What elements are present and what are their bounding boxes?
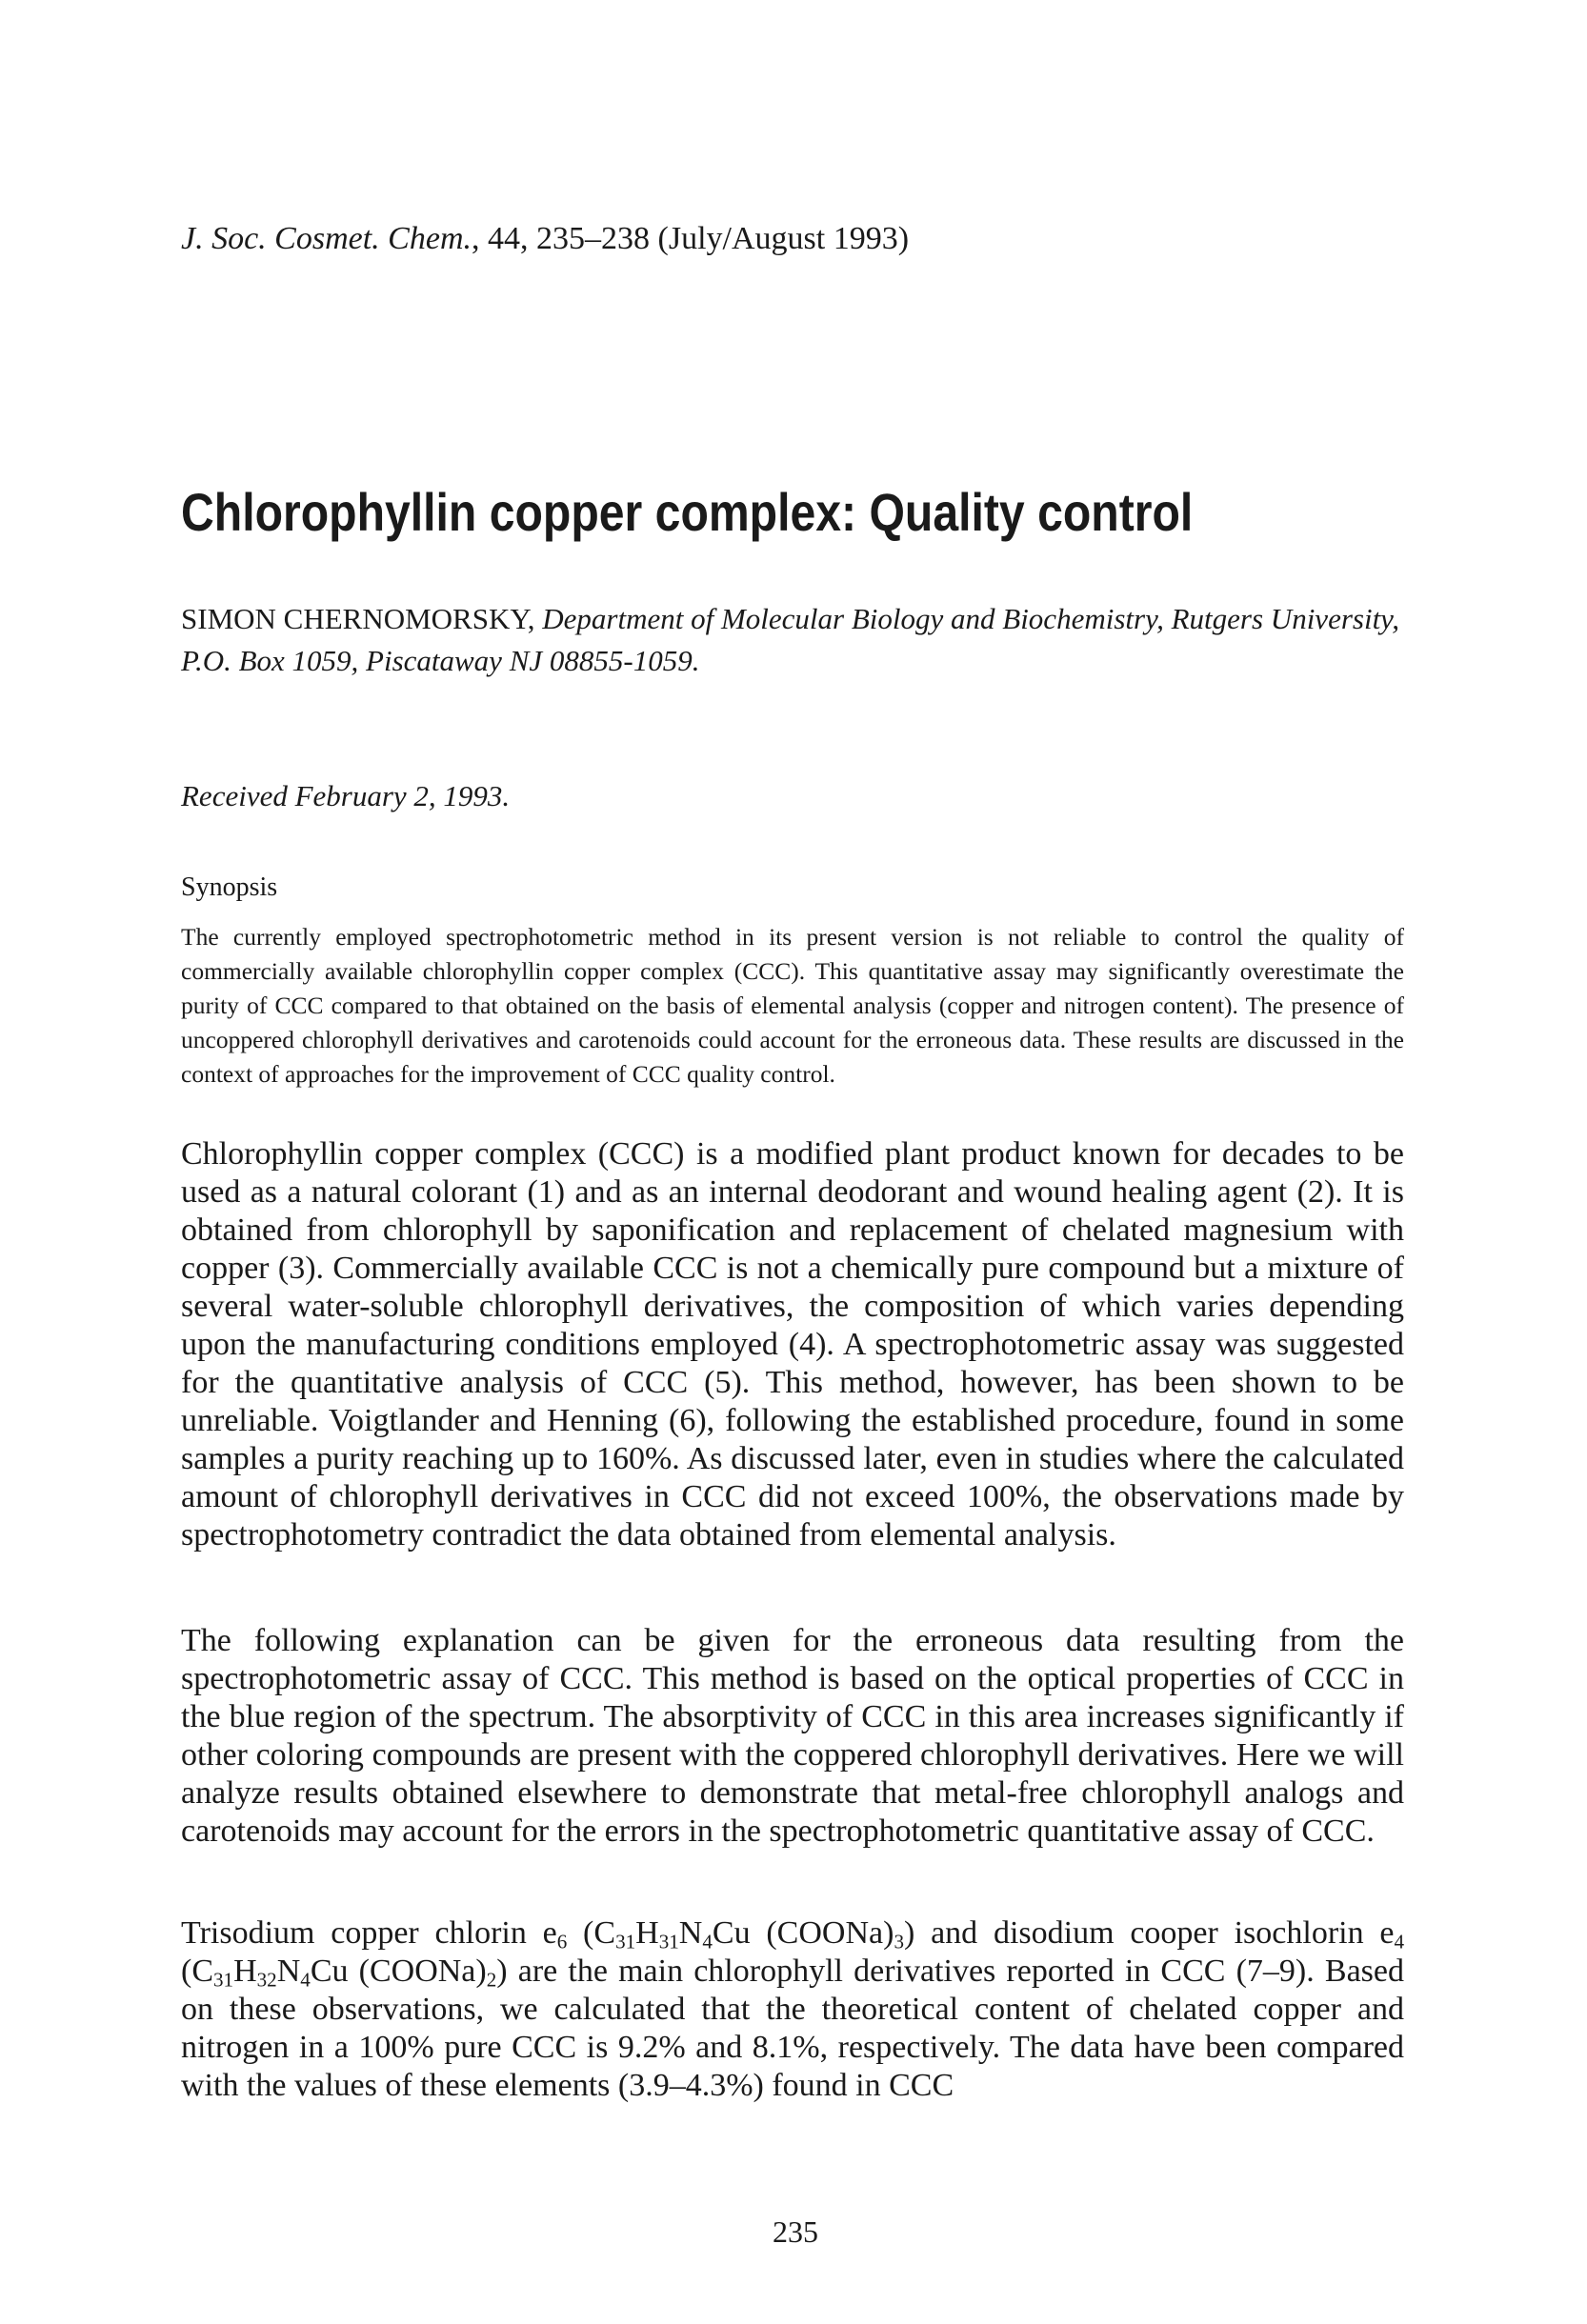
body-paragraph-2: The following explanation can be given for the erroneous data resulting from the spectrophotometric assay of CCC. This method is based on the optical properties of CCC in the blue region of the spectrum. The absorptivity of CCC in this area increases significantly if other coloring compounds are present with the coppered chlorophyll derivatives. Here we will analyze results obtained elsewhere to demonstrate that metal-free chlorophyll analogs and carotenoids may account for the errors in the spectrophotometric quantitative assay of CCC.	[181, 1623, 1404, 1849]
subscript: 32	[256, 1968, 277, 1992]
p3-text: ) are the main chlorophyll derivatives reported in CCC (7–9). Based on these observations, we calculated that the theoretical content of chelated copper and nitrogen in a 100% pure CCC is 9.2% and 8.1%, respectively. The data have been compared with the values of these elements (3.9–4.3%) found in CCC	[181, 1953, 1404, 2103]
author-block	[181, 598, 1419, 682]
p3-text: N	[678, 1915, 703, 1951]
body-paragraph-1: Chlorophyllin copper complex (CCC) is a modified plant product known for decades to be used as a natural colorant (1) and as an internal deodorant and wound healing agent (2). It is obtained from chlorophyll by saponification and replacement of chelated magnesium with copper (3). Commercially available CCC is not a chemically pure compound but a mixture of several water-soluble chlorophyll derivatives, the composition of which varies depending upon the manufacturing conditions employed (4). A spectrophotometric assay was suggested for the quantitative analysis of CCC (5). This method, however, has been shown to be unreliable. Voigtlander and Henning (6), following the established procedure, found in some samples a purity reaching up to 160%. As discussed later, even in studies where the calculated amount of chlorophyll derivatives in CCC did not exceed 100%, the observations made by spectrophotometry contradict the data obtained from elemental analysis.	[181, 1136, 1404, 1553]
p3-text: H	[635, 1915, 659, 1951]
synopsis-heading: Synopsis	[181, 872, 278, 902]
subscript: 4	[702, 1930, 713, 1953]
p3-text: (C	[181, 1953, 213, 1989]
p3-text: H	[233, 1953, 257, 1989]
p3-text: N	[276, 1953, 301, 1989]
subscript: 2	[486, 1968, 497, 1992]
subscript: 31	[658, 1930, 679, 1953]
page-number: 235	[773, 2214, 818, 2249]
p3-text: (C	[567, 1915, 616, 1951]
subscript: 6	[556, 1930, 568, 1953]
article-title: Chlorophyllin copper complex: Quality control	[181, 482, 1194, 542]
citation-details: , 44, 235–238 (July/August 1993)	[472, 221, 910, 256]
subscript: 4	[1394, 1930, 1405, 1953]
p3-text: Cu (COONa)	[712, 1915, 894, 1951]
subscript: 3	[894, 1930, 904, 1953]
journal-citation	[181, 221, 909, 257]
synopsis-text: The currently employed spectrophotometric method in its present version is not reliable to control the quality of commercially available chlorophyllin copper complex (CCC). This quantitative assay may significantly overestimate the purity of CCC compared to that obtained on the basis of elemental analysis (copper and nitrogen content). The presence of uncoppered chlorophyll derivatives and carotenoids could account for the erroneous data. These results are discussed in the context of approaches for the improvement of CCC quality control.	[181, 923, 1404, 1088]
p3-text: ) and disodium cooper isochlorin e	[903, 1915, 1395, 1951]
subscript: 4	[300, 1968, 311, 1992]
journal-name: J. Soc. Cosmet. Chem.	[181, 221, 472, 256]
author-affiliation: Department of Molecular Biology and Biochemistry, Rutgers University, P.O. Box 1059, Piscataway NJ 08855-1059.	[181, 602, 1399, 677]
received-date: Received February 2, 1993.	[181, 779, 511, 812]
p3-text: Cu (COONa)	[310, 1953, 487, 1989]
body-paragraph-3	[181, 1914, 1404, 2105]
subscript: 31	[615, 1930, 636, 1953]
p3-text: Trisodium copper chlorin e	[181, 1915, 557, 1951]
author-name: SIMON CHERNOMORSKY,	[181, 602, 535, 635]
subscript: 31	[213, 1968, 234, 1992]
